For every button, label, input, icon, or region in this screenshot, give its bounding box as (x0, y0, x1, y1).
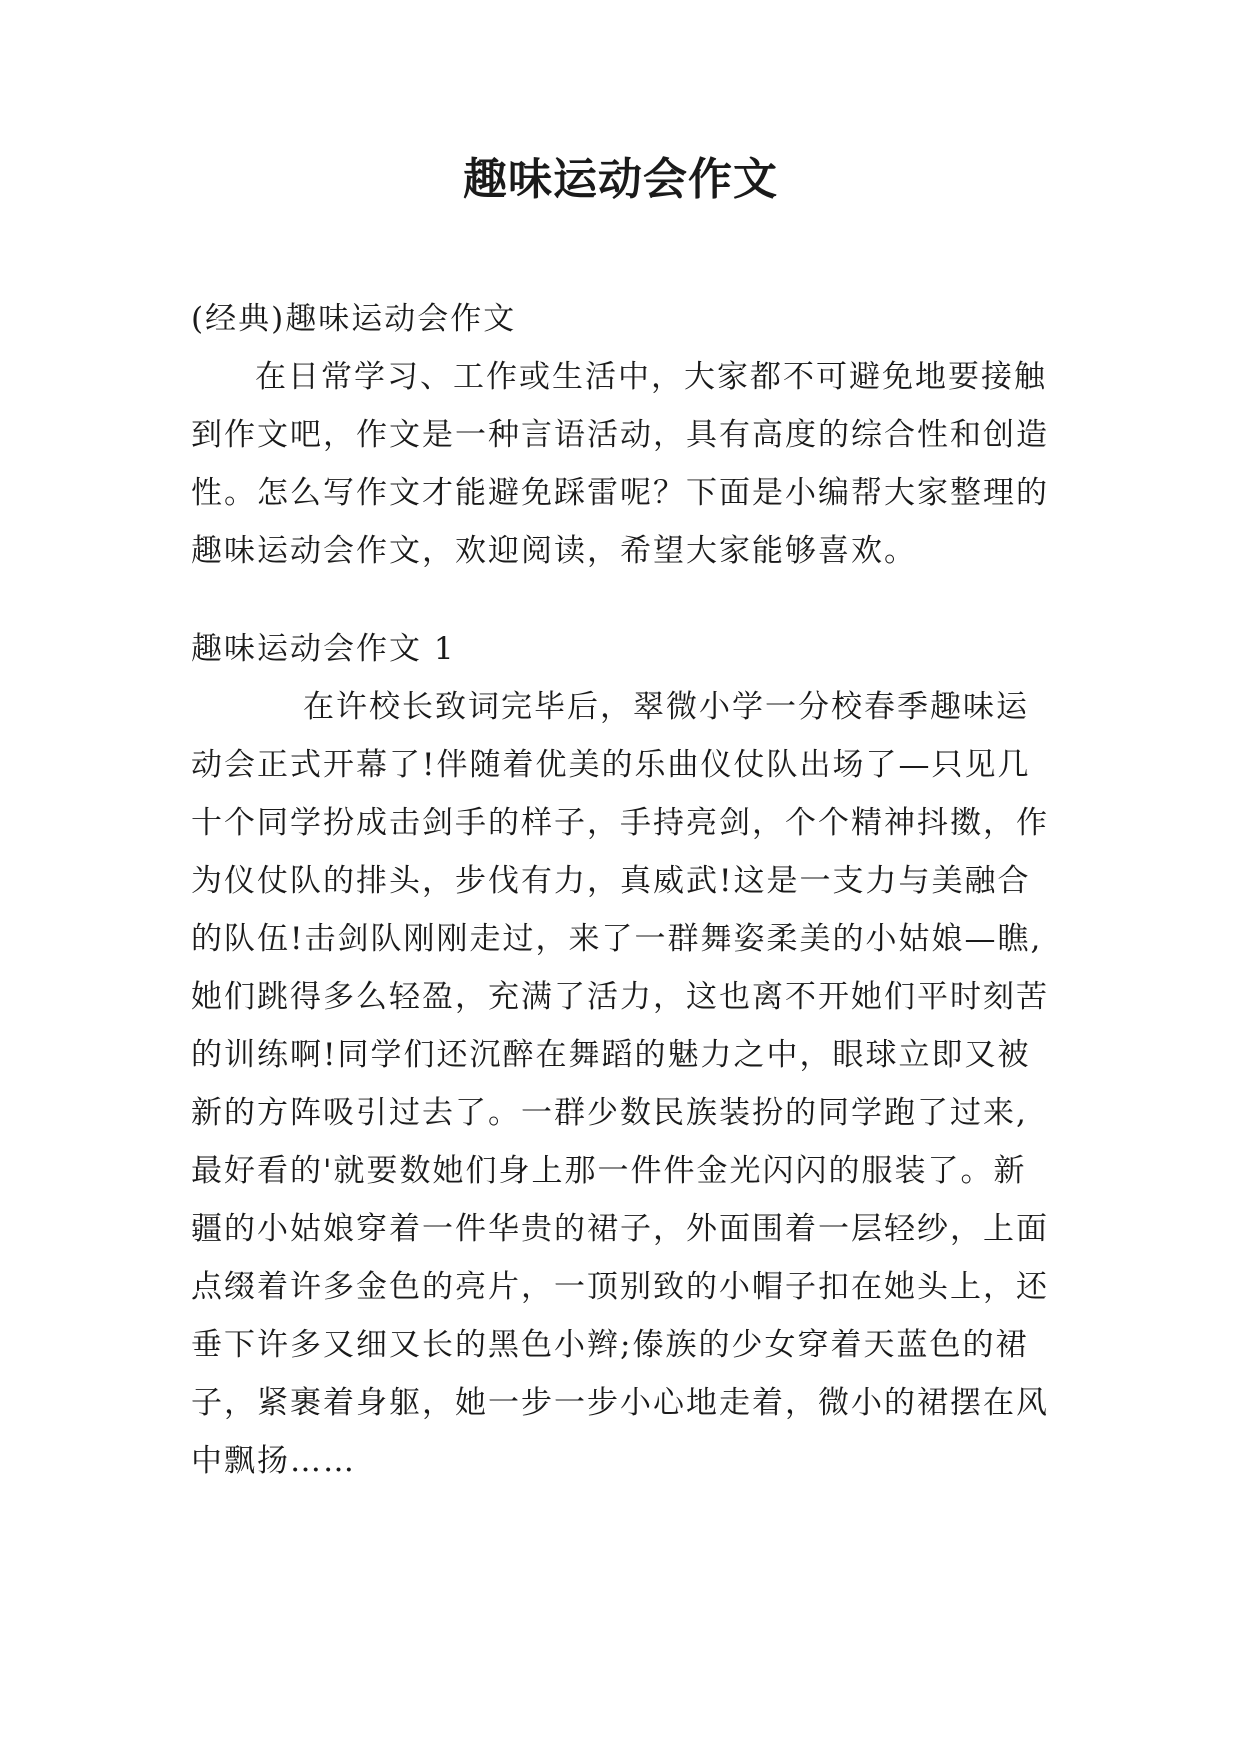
intro-line-4: 趣味运动会作文，欢迎阅读，希望大家能够喜欢。 (191, 533, 917, 569)
section1-line-11: 点缀着许多金色的亮片，一顶别致的小帽子扣在她头上，还 (191, 1269, 1049, 1305)
section1-line-9: 最好看的'就要数她们身上那一件件金光闪闪的服装了。新 (191, 1153, 1027, 1189)
section1-line-13: 子，紧裹着身躯，她一步一步小心地走着，微小的裙摆在风 (191, 1385, 1049, 1421)
document-body (191, 290, 1061, 1490)
paragraph-spacer (191, 580, 1061, 620)
section1-line-12: 垂下许多又细又长的黑色小辫;傣族的少女穿着天蓝色的裙 (191, 1327, 1029, 1363)
section1-line-3: 十个同学扮成击剑手的样子，手持亮剑，个个精神抖擞，作 (191, 805, 1049, 841)
intro-line-1: 在日常学习、工作或生活中，大家都不可避免地要接触 (255, 359, 1047, 395)
section1-line-1: 在许校长致词完毕后，翠微小学一分校春季趣味运 (303, 689, 1029, 725)
document-subtitle: (经典)趣味运动会作文 (191, 301, 517, 337)
section1-line-8: 新的方阵吸引过去了。一群少数民族装扮的同学跑了过来, (191, 1095, 1028, 1131)
section1-line-10: 疆的小姑娘穿着一件华贵的裙子，外面围着一层轻纱，上面 (191, 1211, 1049, 1247)
section1-line-14: 中飘扬…… (191, 1443, 356, 1479)
intro-line-3: 性。怎么写作文才能避免踩雷呢？下面是小编帮大家整理的 (191, 475, 1049, 511)
document-title: 趣味运动会作文 (463, 154, 778, 205)
section1-line-2: 动会正式开幕了!伴随着优美的乐曲仪仗队出场了—只见几 (191, 747, 1031, 783)
section1-heading: 趣味运动会作文 1 (191, 631, 456, 667)
section1-line-4: 为仪仗队的排头，步伐有力，真威武!这是一支力与美融合 (191, 863, 1031, 899)
section1-line-7: 的训练啊!同学们还沉醉在舞蹈的魅力之中，眼球立即又被 (191, 1037, 1031, 1073)
intro-line-2: 到作文吧，作文是一种言语活动，具有高度的综合性和创造 (191, 417, 1049, 453)
section1-line-5: 的队伍!击剑队刚刚走过，来了一群舞姿柔美的小姑娘—瞧, (191, 921, 1043, 957)
section1-line-6: 她们跳得多么轻盈，充满了活力，这也离不开她们平时刻苦 (191, 979, 1049, 1015)
